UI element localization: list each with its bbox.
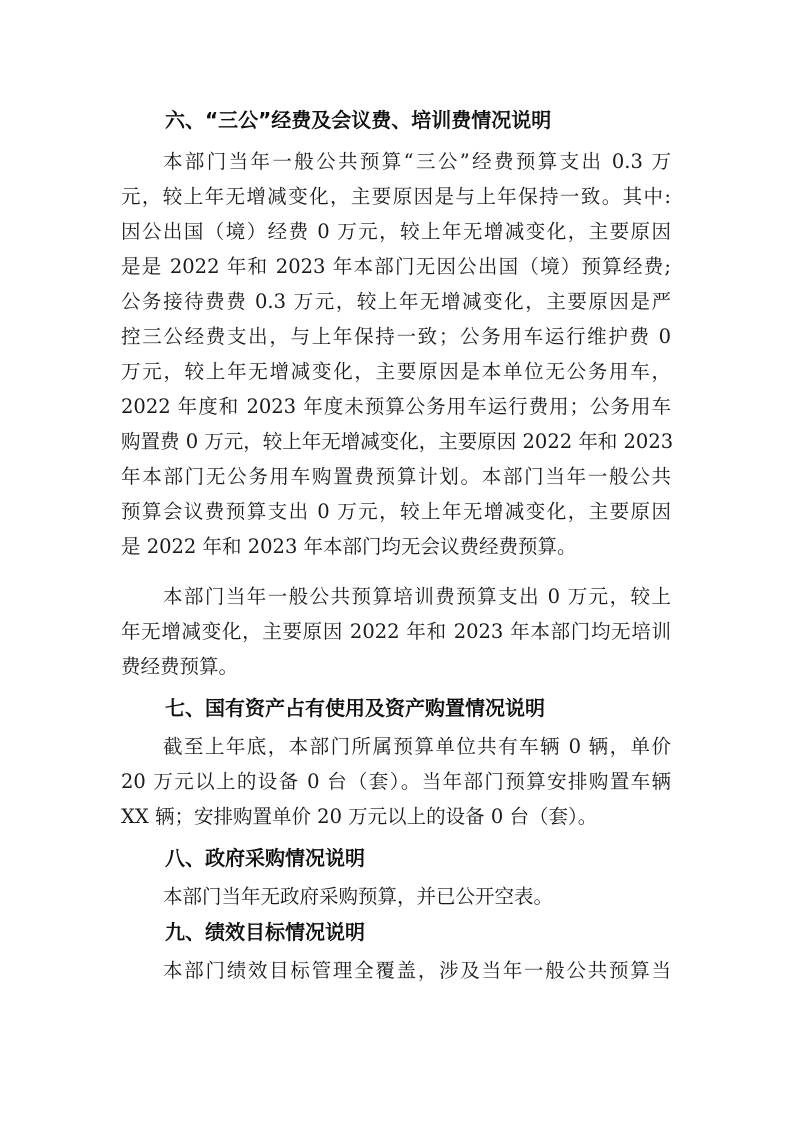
section-heading-eight: 八、政府采购情况说明 (165, 846, 365, 870)
paragraph-line: 是 2022 年和 2023 年本部门均无会议费经费预算。 (121, 535, 577, 558)
paragraph-line: 预算会议费预算支出 0 万元，较上年无增减变化，主要原因 (121, 500, 671, 523)
paragraph-line: 本部门绩效目标管理全覆盖，涉及当年一般公共预算当 (163, 959, 671, 982)
paragraph-line: 年本部门无公务用车购置费预算计划。本部门当年一般公共 (121, 465, 671, 488)
paragraph-line: 因公出国（境）经费 0 万元，较上年无增减变化，主要原因 (121, 220, 671, 243)
paragraph-line: 控三公经费支出，与上年保持一致；公务用车运行维护费 0 (121, 325, 671, 348)
paragraph-line: 截至上年底，本部门所属预算单位共有车辆 0 辆，单价 (163, 735, 671, 758)
section-heading-six: 六、“三公”经费及会议费、培训费情况说明 (165, 108, 552, 132)
paragraph-line: 是是 2022 年和 2023 年本部门无因公出国（境）预算经费; (121, 255, 671, 278)
paragraph-line: 本部门当年无政府采购预算，并已公开空表。 (163, 885, 554, 908)
paragraph-line: XX 辆；安排购置单价 20 万元以上的设备 0 台（套）。 (121, 805, 598, 828)
paragraph-line: 本部门当年一般公共预算培训费预算支出 0 万元，较上 (163, 585, 671, 608)
paragraph-line: 费经费预算。 (121, 655, 239, 678)
paragraph-line: 年无增减变化，主要原因 2022 年和 2023 年本部门均无培训 (121, 620, 671, 643)
paragraph-line: 2022 年度和 2023 年度未预算公务用车运行费用；公务用车 (121, 395, 671, 418)
paragraph-line: 本部门当年一般公共预算“三公”经费预算支出 0.3 万 (163, 150, 671, 173)
section-heading-nine: 九、绩效目标情况说明 (165, 920, 365, 944)
paragraph-line: 万元，较上年无增减变化，主要原因是本单位无公务用车， (121, 360, 671, 383)
paragraph-line: 公务接待费费 0.3 万元，较上年无增减变化，主要原因是严 (121, 290, 671, 313)
paragraph-line: 20 万元以上的设备 0 台（套）。当年部门预算安排购置车辆 (121, 770, 671, 793)
paragraph-line: 购置费 0 万元，较上年无增减变化，主要原因 2022 年和 2023 (121, 430, 674, 453)
paragraph-line: 元，较上年无增减变化，主要原因是与上年保持一致。其中: (121, 185, 671, 208)
section-heading-seven: 七、国有资产占有使用及资产购置情况说明 (165, 696, 545, 720)
